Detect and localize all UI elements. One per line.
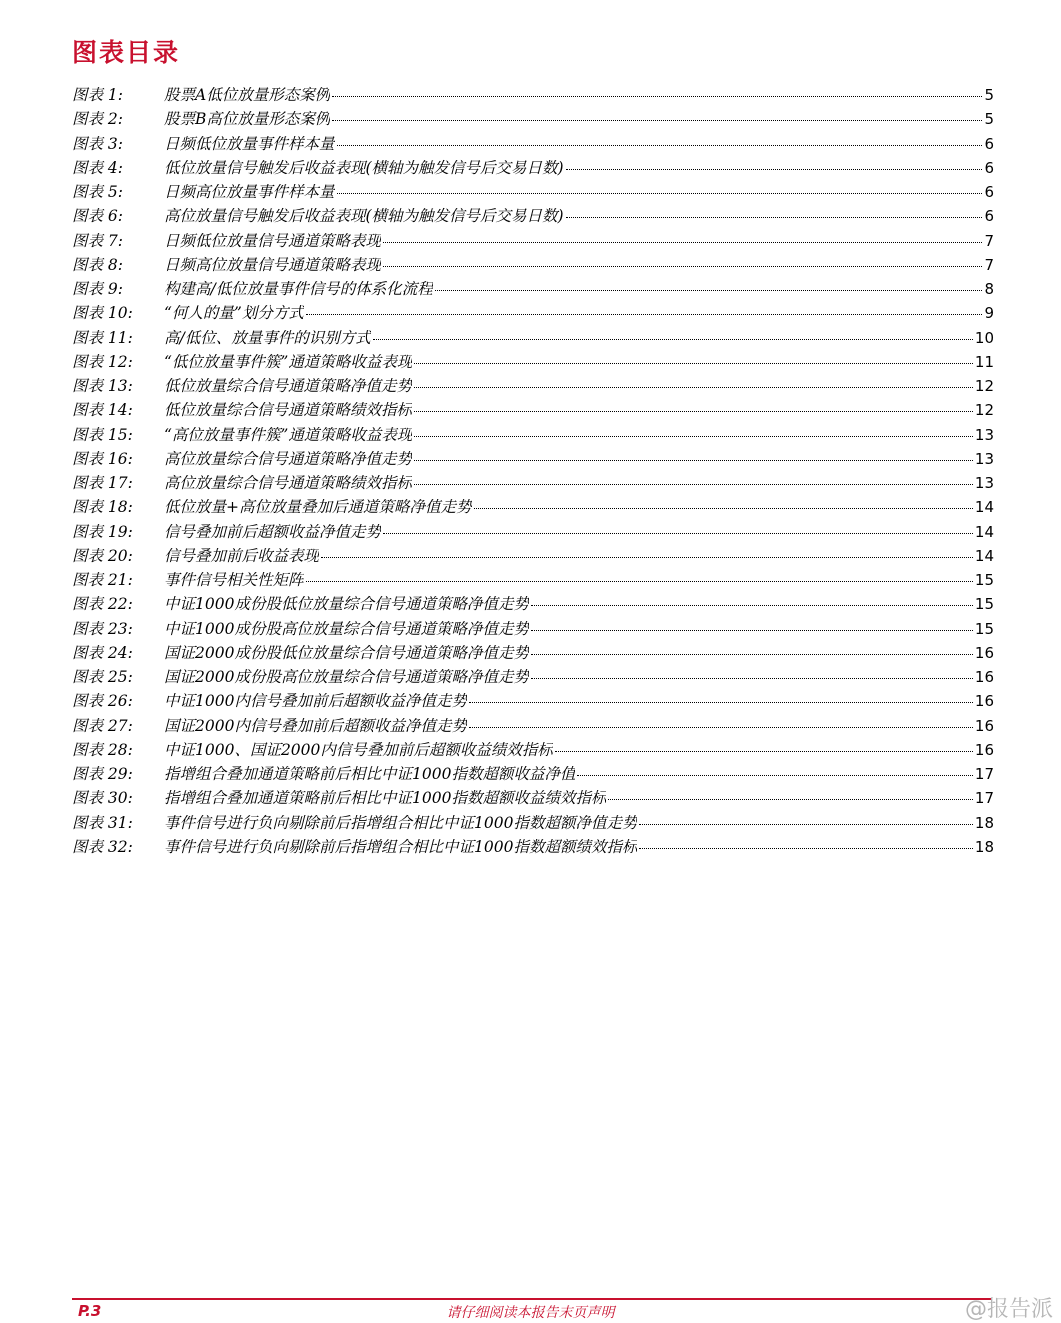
toc-dot-leader	[306, 581, 973, 582]
toc-entry-title[interactable]: 国证2000成份股高位放量综合信号通道策略净值走势	[164, 668, 529, 686]
toc-entry[interactable]	[72, 350, 994, 374]
toc-entry-page[interactable]: 9	[984, 304, 994, 323]
toc-dot-leader	[332, 96, 982, 97]
toc-entry-number: 图表 5:	[72, 183, 124, 201]
toc-dot-leader	[414, 484, 973, 485]
toc-entry-number: 图表 1:	[72, 86, 124, 104]
toc-entry[interactable]	[72, 665, 994, 689]
toc-dot-leader	[566, 217, 983, 218]
toc-entry-number: 图表 27:	[72, 716, 133, 735]
toc-entry-number: 图表 11:	[72, 328, 133, 347]
toc-entry-title[interactable]: 信号叠加前后超额收益净值走势	[164, 522, 382, 541]
toc-entry-number: 图表 16:	[72, 449, 133, 468]
toc-entry-page[interactable]: 16	[974, 740, 994, 759]
toc-entry-title[interactable]: 信号叠加前后收益表现	[164, 546, 320, 565]
toc-entry-number: 图表 30:	[72, 789, 133, 808]
toc-entry-title[interactable]: 高位放量综合信号通道策略绩效指标	[164, 474, 413, 492]
toc-entry[interactable]	[72, 132, 994, 156]
toc-dot-leader	[414, 436, 973, 437]
toc-entry[interactable]	[72, 495, 994, 519]
toc-dot-leader	[383, 242, 982, 243]
toc-entry-title[interactable]: “低位放量事件簇”通道策略收益表现	[164, 352, 413, 371]
toc-entry-number: 图表 14:	[72, 401, 133, 420]
toc-entry-number: 图表 23:	[72, 619, 133, 638]
toc-entry-number: 图表 28:	[72, 740, 133, 759]
toc-entry-number: 图表 26:	[72, 692, 133, 711]
toc-entry-title[interactable]: 股票B高位放量形态案例	[164, 110, 331, 129]
toc-entry[interactable]	[72, 204, 994, 228]
toc-entry-title[interactable]: 低位放量+高位放量叠加后通道策略净值走势	[164, 498, 472, 517]
toc-entry-number: 图表 10:	[72, 304, 133, 323]
toc-entry-number: 图表 20:	[72, 546, 133, 565]
toc-entry-title[interactable]: 日频高位放量信号通道策略表现	[164, 255, 382, 274]
toc-entry-title[interactable]: 低位放量信号触发后收益表现(横轴为触发信号后交易日数)	[164, 158, 564, 177]
toc-entry[interactable]	[72, 786, 994, 810]
toc-entry[interactable]	[72, 811, 994, 835]
toc-entry-page[interactable]: 12	[974, 377, 994, 395]
toc-entry-page[interactable]: 18	[974, 837, 994, 856]
toc-entry-number: 图表 6:	[72, 207, 124, 226]
toc-entry-number: 图表 2:	[72, 110, 124, 129]
toc-title: 图表目录	[72, 38, 181, 67]
toc-entry-page[interactable]: 13	[974, 449, 994, 468]
toc-dot-leader	[566, 169, 983, 170]
toc-entry[interactable]	[72, 398, 994, 422]
toc-entry[interactable]	[72, 568, 994, 592]
toc-entry[interactable]	[72, 592, 994, 616]
toc-entry-page[interactable]: 16	[974, 716, 994, 735]
toc-entry-title[interactable]: 高位放量信号触发后收益表现(横轴为触发信号后交易日数)	[164, 207, 564, 226]
watermark-text: @报告派	[964, 1297, 1053, 1322]
toc-dot-leader	[321, 557, 973, 558]
toc-entry[interactable]	[72, 471, 994, 495]
toc-entry-page[interactable]: 11	[974, 352, 994, 371]
toc-entry-title[interactable]: 中证1000内信号叠加前后超额收益净值走势	[164, 692, 467, 711]
toc-entry[interactable]	[72, 107, 994, 131]
toc-dot-leader	[373, 339, 973, 340]
toc-entry-number: 图表 7:	[72, 231, 124, 250]
toc-dot-leader	[469, 727, 973, 728]
toc-entry-page[interactable]: 7	[984, 231, 994, 250]
toc-entry-page[interactable]: 14	[974, 522, 994, 541]
toc-entry-page[interactable]: 16	[974, 668, 994, 686]
toc-dot-leader	[337, 145, 983, 146]
toc-entry[interactable]	[72, 762, 994, 786]
toc-entry-title[interactable]: 高位放量综合信号通道策略净值走势	[164, 449, 413, 468]
toc-entry-page[interactable]: 5	[984, 86, 994, 104]
toc-entry-number: 图表 13:	[72, 377, 133, 395]
toc-dot-leader	[383, 533, 973, 534]
toc-entry[interactable]	[72, 180, 994, 204]
toc-dot-leader	[577, 775, 972, 776]
toc-entry-page[interactable]: 13	[974, 425, 994, 444]
toc-entry-title[interactable]: 中证1000成份股高位放量综合信号通道策略净值走势	[164, 619, 529, 638]
toc-entry-page[interactable]: 16	[974, 643, 994, 662]
toc-entry-title[interactable]: 股票A低位放量形态案例	[164, 86, 331, 104]
toc-dot-leader	[435, 290, 983, 291]
toc-dot-leader	[383, 266, 982, 267]
toc-entry[interactable]	[72, 520, 994, 544]
toc-entry-title[interactable]: 高/低位、放量事件的识别方式	[164, 328, 371, 347]
toc-entry[interactable]	[72, 277, 994, 301]
toc-entry-title[interactable]: 构建高/低位放量事件信号的体系化流程	[164, 280, 433, 298]
toc-entry-number: 图表 12:	[72, 352, 133, 371]
toc-dot-leader	[306, 314, 983, 315]
toc-dot-leader	[531, 605, 973, 606]
toc-dot-leader	[414, 460, 973, 461]
toc-entry[interactable]	[72, 738, 994, 762]
toc-entry-page[interactable]: 14	[974, 546, 994, 565]
toc-entry-page[interactable]: 8	[984, 280, 994, 298]
toc-entry-number: 图表 19:	[72, 522, 133, 541]
toc-entry-number: 图表 21:	[72, 571, 133, 589]
toc-dot-leader	[332, 120, 982, 121]
toc-dot-leader	[531, 630, 973, 631]
toc-entry[interactable]	[72, 326, 994, 350]
footer-disclaimer-notice: 请仔细阅读本报告末页声明	[446, 1305, 615, 1321]
toc-entry-title[interactable]: 指增组合叠加通道策略前后相比中证1000指数超额收益绩效指标	[164, 789, 607, 808]
toc-entry[interactable]	[72, 447, 994, 471]
toc-entry-page[interactable]: 6	[984, 158, 994, 177]
toc-entry-page[interactable]: 6	[984, 134, 994, 153]
toc-dot-leader	[639, 824, 972, 825]
toc-entry[interactable]	[72, 544, 994, 568]
toc-entry-title[interactable]: 指增组合叠加通道策略前后相比中证1000指数超额收益净值	[164, 765, 576, 783]
toc-entry-title[interactable]: 事件信号进行负向剔除前后指增组合相比中证1000指数超额净值走势	[164, 813, 638, 832]
toc-entry-title[interactable]: 日频低位放量事件样本量	[164, 134, 335, 153]
toc-entry-number: 图表 25:	[72, 668, 133, 686]
toc-entry-number: 图表 31:	[72, 813, 133, 832]
footer-divider	[72, 1298, 992, 1300]
toc-entry-number: 图表 17:	[72, 474, 133, 492]
toc-entry-number: 图表 3:	[72, 134, 124, 153]
toc-entry-page[interactable]: 16	[974, 692, 994, 711]
toc-entry-title[interactable]: 低位放量综合信号通道策略净值走势	[164, 377, 413, 395]
toc-entry-number: 图表 8:	[72, 255, 124, 274]
toc-entry[interactable]	[72, 689, 994, 713]
toc-entry-page[interactable]: 15	[974, 571, 994, 589]
toc-entry-page[interactable]: 7	[984, 255, 994, 274]
toc-dot-leader	[469, 702, 973, 703]
toc-dot-leader	[414, 387, 973, 388]
toc-entry-number: 图表 15:	[72, 425, 133, 444]
toc-entry-number: 图表 9:	[72, 280, 124, 298]
toc-entry-page[interactable]: 17	[974, 765, 994, 783]
toc-entry-page[interactable]: 17	[974, 789, 994, 808]
toc-entry-title[interactable]: 日频低位放量信号通道策略表现	[164, 231, 382, 250]
toc-entry[interactable]	[72, 83, 994, 107]
toc-entry-page[interactable]: 18	[974, 813, 994, 832]
toc-entry-number: 图表 29:	[72, 765, 133, 783]
toc-entry[interactable]	[72, 835, 994, 859]
toc-entry-title[interactable]: “何人的量”划分方式	[164, 304, 304, 323]
toc-dot-leader	[531, 654, 973, 655]
toc-entry-title[interactable]: 国证2000内信号叠加前后超额收益净值走势	[164, 716, 467, 735]
toc-entry[interactable]	[72, 617, 994, 641]
toc-entry[interactable]	[72, 229, 994, 253]
toc-entry-page[interactable]: 15	[974, 619, 994, 638]
toc-dot-leader	[474, 508, 973, 509]
toc-entry-page[interactable]: 15	[974, 595, 994, 614]
toc-entry-page[interactable]: 13	[974, 474, 994, 492]
toc-entry-title[interactable]: 事件信号相关性矩阵	[164, 571, 304, 589]
toc-dot-leader	[531, 678, 973, 679]
toc-entry-title[interactable]: 国证2000成份股低位放量综合信号通道策略净值走势	[164, 643, 529, 662]
toc-entry-title[interactable]: “高位放量事件簇”通道策略收益表现	[164, 425, 413, 444]
toc-entry[interactable]	[72, 253, 994, 277]
toc-entry-number: 图表 22:	[72, 595, 133, 614]
toc-entry-page[interactable]: 6	[984, 183, 994, 201]
footer-page-number: P.3	[78, 1302, 102, 1320]
toc-entry[interactable]	[72, 156, 994, 180]
toc-entry-page[interactable]: 6	[984, 207, 994, 226]
watermark	[965, 1292, 1053, 1323]
toc-entry-title[interactable]: 日频高位放量事件样本量	[164, 183, 335, 201]
toc-dot-leader	[337, 193, 983, 194]
toc-entry-title[interactable]: 中证1000、国证2000内信号叠加前后超额收益绩效指标	[164, 740, 553, 759]
toc-entry[interactable]	[72, 301, 994, 325]
toc-entry-title[interactable]: 中证1000成份股低位放量综合信号通道策略净值走势	[164, 595, 529, 614]
toc-dot-leader	[639, 848, 972, 849]
toc-entry-page[interactable]: 5	[984, 110, 994, 129]
toc-entry-page[interactable]: 10	[974, 328, 994, 347]
toc-entry[interactable]	[72, 374, 994, 398]
toc-dot-leader	[608, 799, 972, 800]
toc-entry-title[interactable]: 低位放量综合信号通道策略绩效指标	[164, 401, 413, 420]
toc-entry[interactable]	[72, 423, 994, 447]
toc-entry-number: 图表 4:	[72, 158, 124, 177]
toc-entry-page[interactable]: 14	[974, 498, 994, 517]
toc-entry-page[interactable]: 12	[974, 401, 994, 420]
toc-entry-number: 图表 18:	[72, 498, 133, 517]
toc-entry-title[interactable]: 事件信号进行负向剔除前后指增组合相比中证1000指数超额绩效指标	[164, 837, 638, 856]
toc-entry-number: 图表 32:	[72, 837, 133, 856]
toc-entry-number: 图表 24:	[72, 643, 133, 662]
toc-entry[interactable]	[72, 641, 994, 665]
toc-dot-leader	[555, 751, 973, 752]
toc-dot-leader	[414, 363, 973, 364]
toc-entry[interactable]	[72, 714, 994, 738]
toc-dot-leader	[414, 411, 973, 412]
toc-list	[72, 83, 994, 859]
